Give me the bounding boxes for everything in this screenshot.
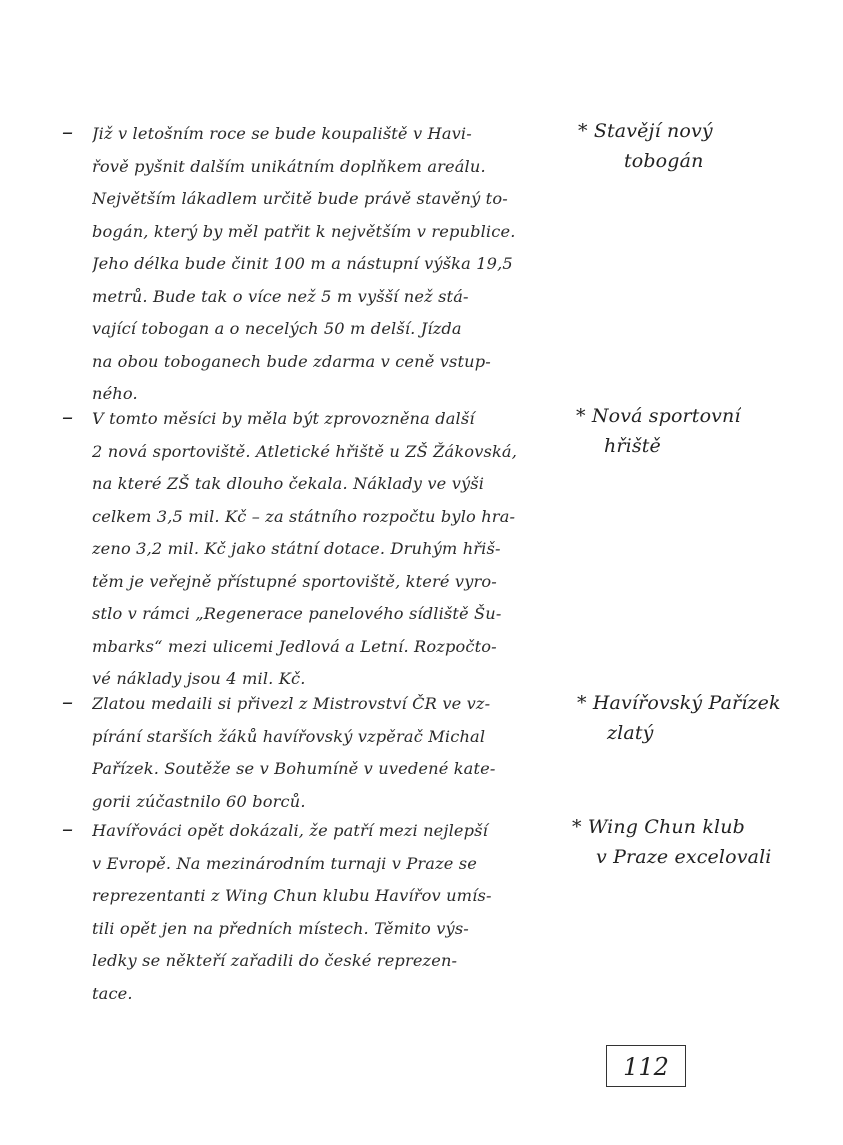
margin-note-3: [577, 688, 781, 748]
page-number: 112: [623, 1053, 669, 1081]
text-line: metrů. Bude tak o více než 5 m vyšší než stá-: [92, 286, 469, 306]
text-line: vé náklady jsou 4 mil. Kč.: [92, 669, 306, 688]
text-line: gorii zúčastnilo 60 borců.: [92, 791, 306, 811]
note-line: hřiště: [604, 435, 661, 457]
text-line: mbarks“ mezi ulicemi Jedlová a Letní. Rozpočto-: [92, 636, 497, 656]
text-line: tili opět jen na předních místech. Těmito výs-: [92, 918, 469, 938]
entry-dash: –: [62, 817, 73, 842]
text-line: řově pyšnit dalším unikátním doplňkem areálu.: [92, 156, 486, 176]
text-line: stlo v rámci „Regenerace panelového sídliště Šu-: [92, 604, 502, 623]
note-line: * Stavějí nový: [578, 120, 713, 142]
text-line: Největším lákadlem určitě bude právě stavěný to-: [92, 189, 508, 208]
text-line: v Evropě. Na mezinárodním turnaji v Praze se: [92, 853, 477, 873]
note-line: tobogán: [624, 150, 704, 172]
entry-dash: –: [62, 405, 73, 430]
note-line: * Havířovský Pařízek: [577, 692, 781, 714]
text-line: těm je veřejně přístupné sportoviště, které vyro-: [92, 571, 497, 591]
text-line: vající tobogan a o necelých 50 m delší. Jízda: [92, 319, 462, 338]
margin-note-1: [578, 116, 713, 176]
entry-text: [92, 815, 578, 1010]
text-line: na které ZŠ tak dlouho čekala. Náklady ve výši: [92, 474, 485, 493]
note-line: v Praze excelovali: [596, 846, 772, 868]
note-line: zlatý: [607, 722, 654, 744]
margin-note-4: [572, 812, 772, 872]
text-line: Pařízek. Soutěže se v Bohumíně v uvedené kate-: [92, 759, 496, 778]
text-line: Havířováci opět dokázali, že patří mezi nejlepší: [92, 821, 488, 840]
text-line: na obou toboganech bude zdarma v ceně vstup-: [92, 351, 491, 371]
text-line: ného.: [92, 384, 138, 403]
text-line: pírání starších žáků havířovský vzpěrač Michal: [92, 726, 486, 746]
text-line: Zlatou medaili si přivezl z Mistrovství ČR ve vz-: [92, 694, 491, 713]
entry-text: [92, 403, 578, 696]
note-line: * Wing Chun klub: [572, 816, 745, 838]
text-line: reprezentanti z Wing Chun klubu Havířov umís-: [92, 886, 492, 905]
margin-note-2: [576, 401, 741, 461]
note-line: * Nová sportovní: [576, 405, 741, 427]
text-line: bogán, který by měl patřit k největším v republice.: [92, 221, 516, 241]
text-line: Již v letošním roce se bude koupaliště v Havi-: [92, 124, 472, 143]
text-line: 2 nová sportoviště. Atletické hřiště u ZŠ Žákovská,: [92, 441, 518, 461]
text-line: tace.: [92, 983, 133, 1003]
entry-text: [92, 688, 578, 818]
entry-dash: –: [62, 120, 73, 145]
text-line: celkem 3,5 mil. Kč – za státního rozpočtu bylo hra-: [92, 506, 516, 526]
entry-text: [92, 118, 578, 411]
entry-dash: –: [62, 690, 73, 715]
text-line: Jeho délka bude činit 100 m a nástupní výška 19,5: [92, 254, 513, 273]
text-line: zeno 3,2 mil. Kč jako státní dotace. Druhým hřiš-: [92, 539, 501, 558]
text-line: V tomto měsíci by měla být zprovozněna další: [92, 409, 475, 428]
page-number-box: [606, 1045, 686, 1087]
text-line: ledky se někteří zařadili do české reprezen-: [92, 951, 458, 970]
